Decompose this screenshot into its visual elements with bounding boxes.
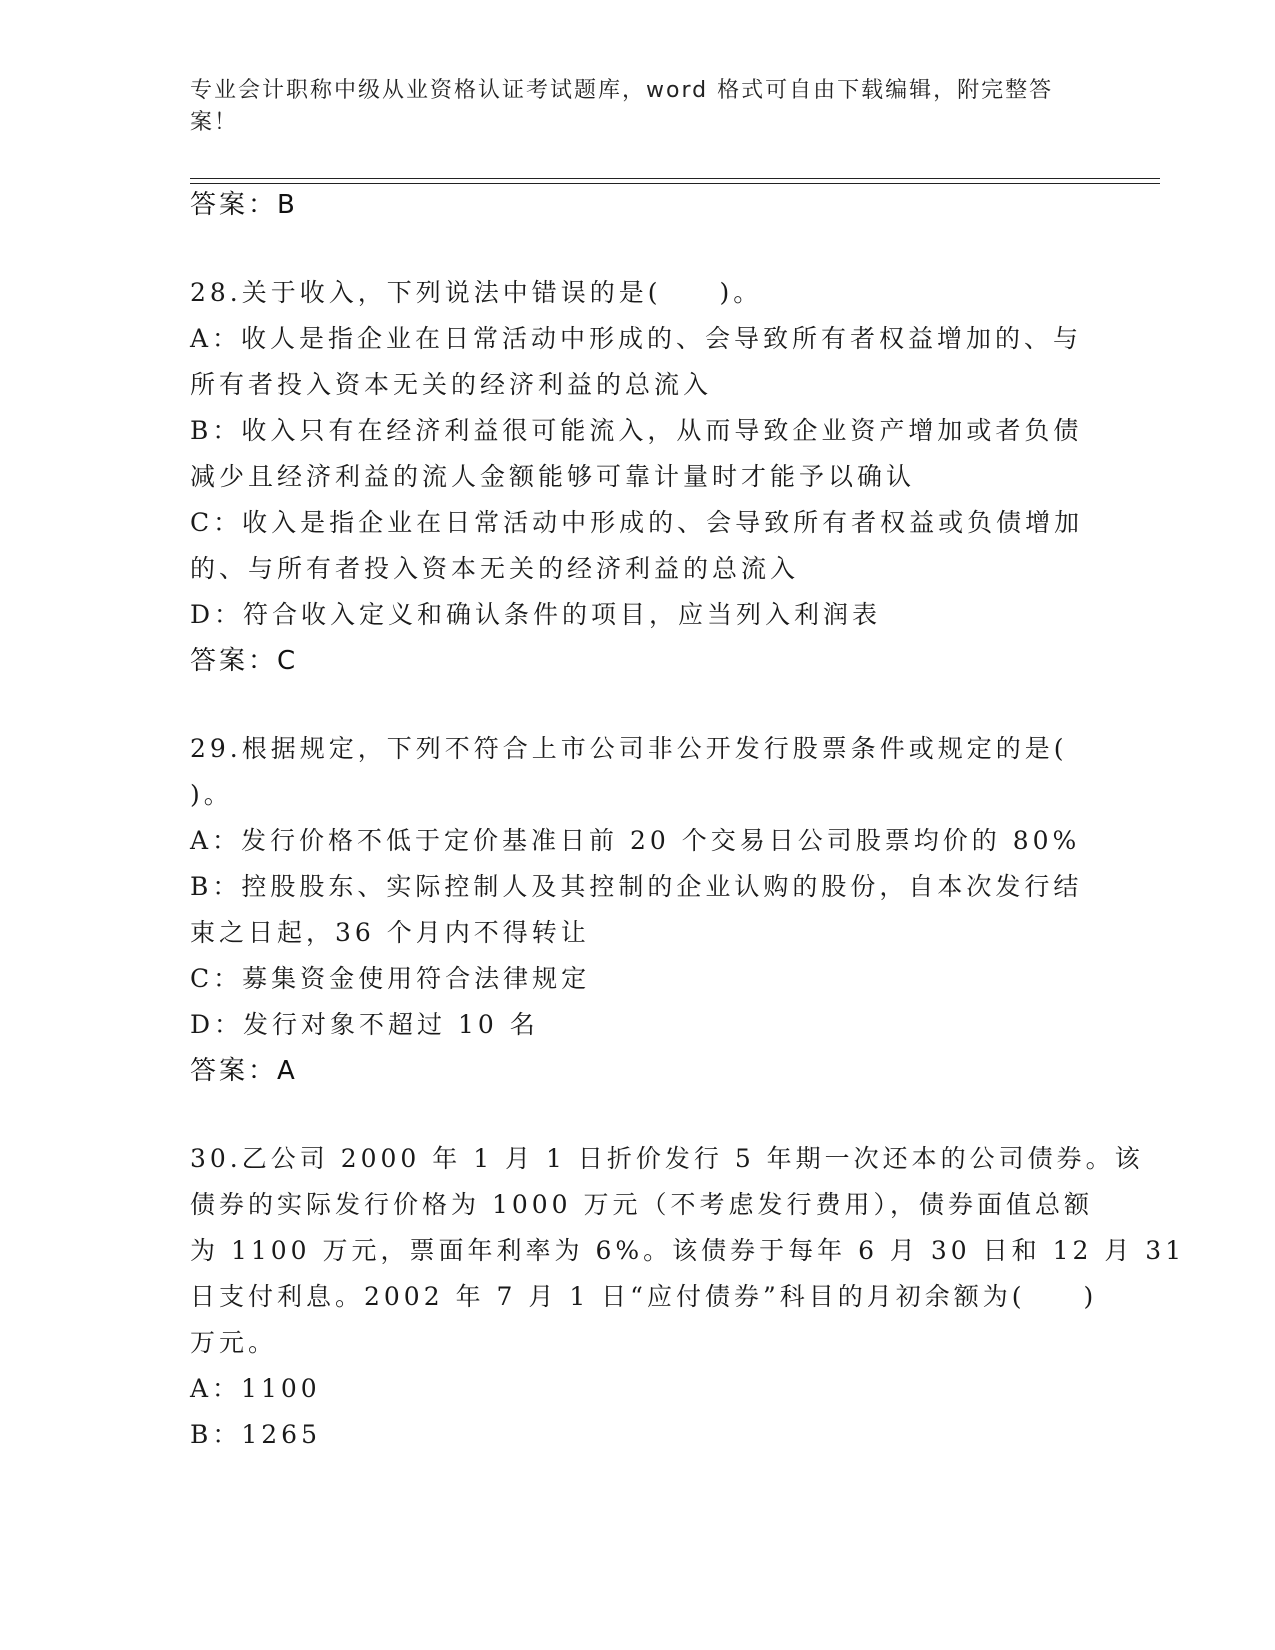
option-c: C：收入是指企业在日常活动中形成的、会导致所有者权益或负债增加 (190, 508, 1084, 537)
option-d: D：符合收入定义和确认条件的项目，应当列入利润表 (190, 600, 882, 629)
question-stem: 30.乙公司 2000 年 1 月 1 日折价发行 5 年期一次还本的公司债券。该 (190, 1144, 1144, 1173)
option-b: B：收入只有在经济利益很可能流入，从而导致企业资产增加或者负债 (190, 416, 1083, 445)
page-header (190, 75, 1090, 139)
previous-answer (190, 182, 1080, 228)
question-29 (190, 726, 1083, 1094)
option-a: A：1100 (190, 1374, 321, 1403)
option-c-cont: 的、与所有者投入资本无关的经济利益的总流入 (190, 554, 800, 583)
answer-label: 答案：A (190, 1056, 298, 1086)
option-a: A：发行价格不低于定价基准日前 20 个交易日公司股票均价的 80% (190, 826, 1081, 855)
question-stem-cont: 日支付利息。2002 年 7 月 1 日“应付债券”科目的月初余额为( ) (190, 1282, 1098, 1311)
header-line-1: 专业会计职称中级从业资格认证考试题库，word 格式可自由下载编辑，附完整答 (190, 78, 1054, 103)
answer-label: 答案：C (190, 646, 299, 676)
header-line-2: 案！ (190, 110, 239, 135)
option-a: A：收人是指企业在日常活动中形成的、会导致所有者权益增加的、与 (190, 324, 1083, 353)
question-30 (190, 1136, 1186, 1458)
option-b: B：1265 (190, 1420, 321, 1449)
question-stem-cont: 为 1100 万元，票面年利率为 6%。该债券于每年 6 月 30 日和 12 月 31 (190, 1236, 1186, 1265)
question-stem-cont: )。 (190, 780, 233, 809)
question-stem-cont: 万元。 (190, 1328, 278, 1357)
option-a-cont: 所有者投入资本无关的经济利益的总流入 (190, 370, 713, 399)
option-d: D：发行对象不超过 10 名 (190, 1010, 539, 1039)
header-rule-top (190, 178, 1160, 179)
answer-label: 答案：B (190, 190, 298, 220)
option-b-cont: 束之日起，36 个月内不得转让 (190, 918, 590, 947)
option-b-cont: 减少且经济利益的流人金额能够可靠计量时才能予以确认 (190, 462, 916, 491)
question-stem: 28.关于收入，下列说法中错误的是( )。 (190, 278, 763, 307)
question-stem: 29.根据规定，下列不符合上市公司非公开发行股票条件或规定的是( (190, 734, 1068, 763)
option-c: C：募集资金使用符合法律规定 (190, 964, 591, 993)
question-28 (190, 270, 1084, 684)
option-b: B：控股股东、实际控制人及其控制的企业认购的股份，自本次发行结 (190, 872, 1083, 901)
question-stem-cont: 债券的实际发行价格为 1000 万元（不考虑发行费用），债券面值总额 (190, 1190, 1094, 1219)
